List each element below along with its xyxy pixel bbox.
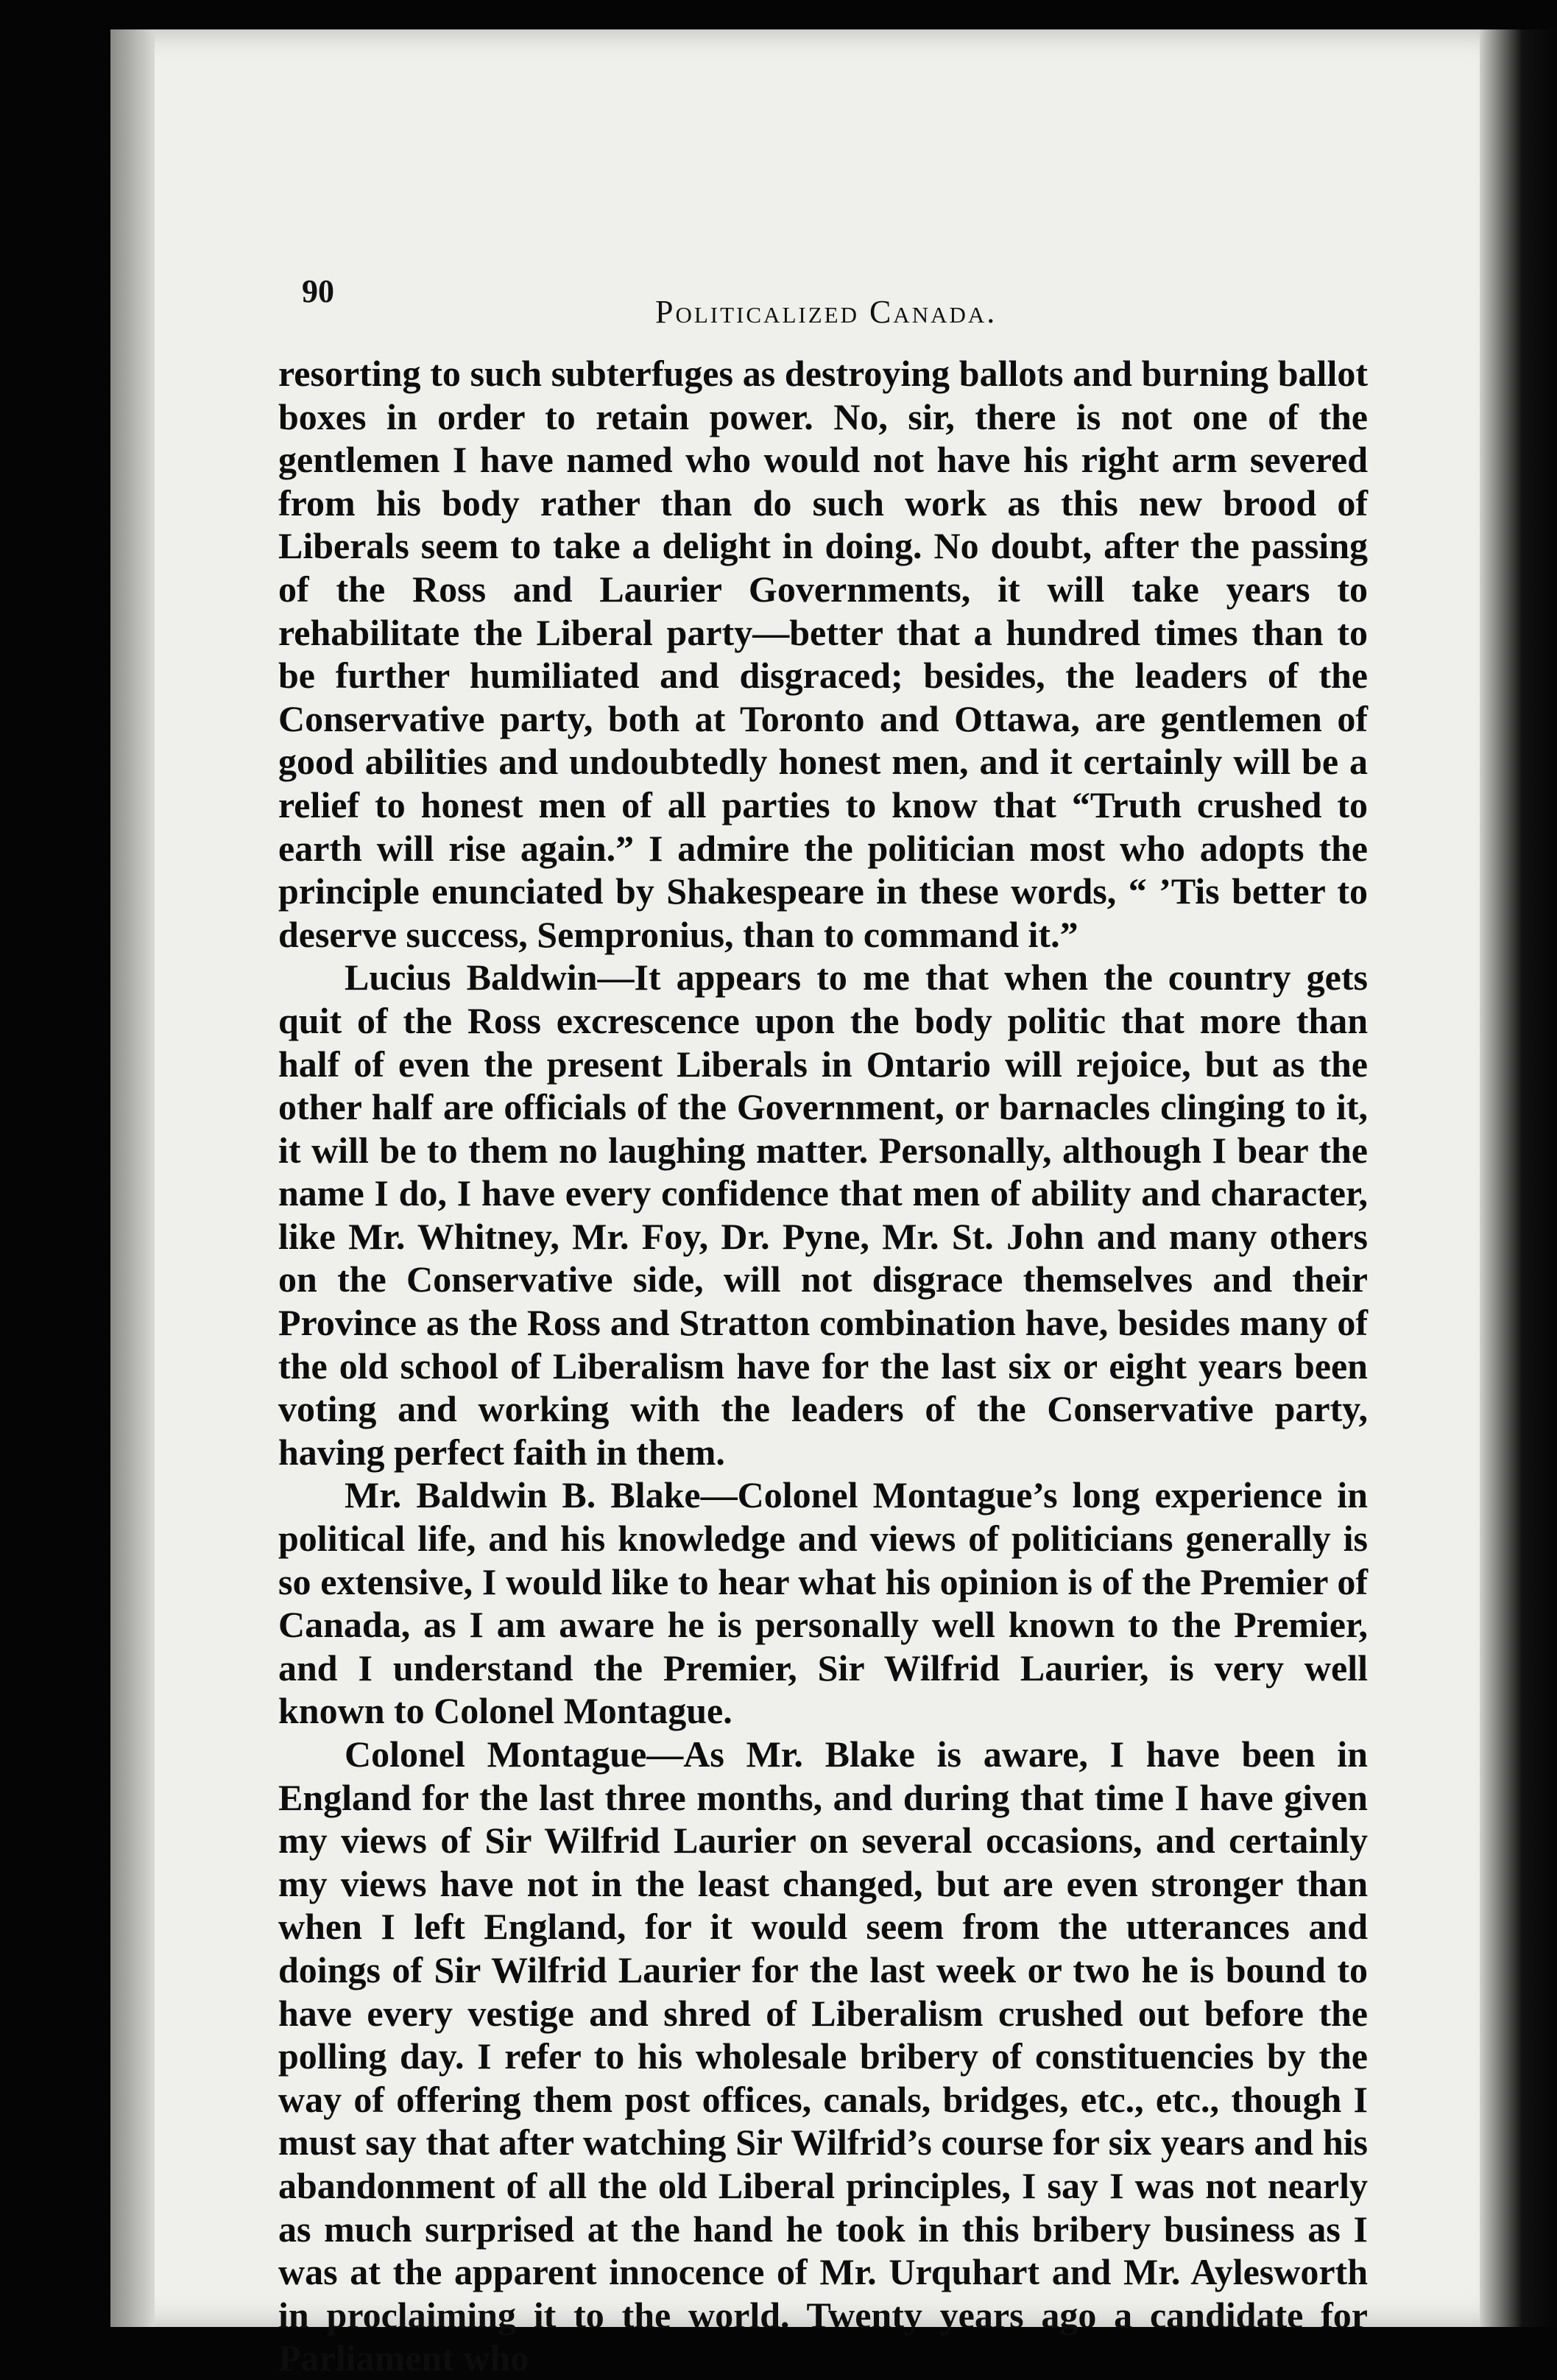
page-header (294, 272, 1384, 331)
page-fore-edge (1480, 29, 1557, 2327)
paragraph-continuation: resorting to such subterfuges as destroying ballots and burning ballot boxes in order to retain power. No, sir, there is not one of the gentlemen I have named who would not have his right arm severed from his body rather than do such work as this new brood of Liberals seem to take a delight in doing. No doubt, after the passing of the Ross and Laurier Governments, it will take years to rehabilitate the Liberal party—better that a hundred times than to be further humiliated and disgraced; besides, the leaders of the Conservative party, both at Toronto and Ottawa, are gentlemen of good abilities and undoubtedly honest men, and it certainly will be a relief to honest men of all parties to know that “Truth crushed to earth will rise again.” I admire the politician most who adopts the principle enunciated by Shakespeare in these words, “ ’Tis better to deserve success, Sempronius, than to command it.” (278, 353, 1368, 955)
paragraph-colonel-montague: Colonel Montague—As Mr. Blake is aware, I have been in England for the last three months, and during that time I have given my views of Sir Wilfrid Laurier on several occasions, and certainly my views have not in the least changed, but are even stronger than when I left England, for it would seem from the utterances and doings of Sir Wilfrid Laurier for the last week or two he is bound to have every vestige and shred of Liberalism crushed out before the polling day. I refer to his wholesale bribery of constituencies by the way of offering them post offices, canals, bridges, etc., etc., though I must say that after watching Sir Wilfrid’s course for six years and his abandonment of all the old Liberal principles, I say I was not nearly as much surprised at the hand he took in this bribery business as I was at the apparent innocence of Mr. Urquhart and Mr. Aylesworth in proclaiming it to the world. Twenty years ago a candidate for Parliament who (278, 1733, 1368, 2379)
running-title: Politicalized Canada. (655, 294, 998, 330)
paragraph-lucius-baldwin: Lucius Baldwin—It appears to me that when the country gets quit of the Ross excrescence upon the body politic that more than half of even the present Liberals in Ontario will rejoice, but as the other half are officials of the Government, or barnacles clinging to it, it will be to them no laughing matter. Personally, although I bear the name I do, I have every confidence that men of ability and character, like Mr. Whitney, Mr. Foy, Dr. Pyne, Mr. St. John and many others on the Conservative side, will not disgrace themselves and their Province as the Ross and Stratton combination have, besides many of the old school of Liberalism have for the last six or eight years been voting and working with the leaders of the Conservative party, having perfect faith in them. (278, 957, 1368, 1473)
page-number: 90 (302, 273, 334, 309)
body-text (278, 352, 1368, 2380)
paragraph-baldwin-blake: Mr. Baldwin B. Blake—Colonel Montague’s long experience in political life, and his knowledge and views of politicians generally is so extensive, I would like to hear what his opinion is of the Premier of Canada, as I am aware he is personally well known to the Premier, and I understand the Premier, Sir Wilfrid Laurier, is very well known to Colonel Montague. (278, 1474, 1368, 1732)
page-gutter (110, 29, 155, 2327)
